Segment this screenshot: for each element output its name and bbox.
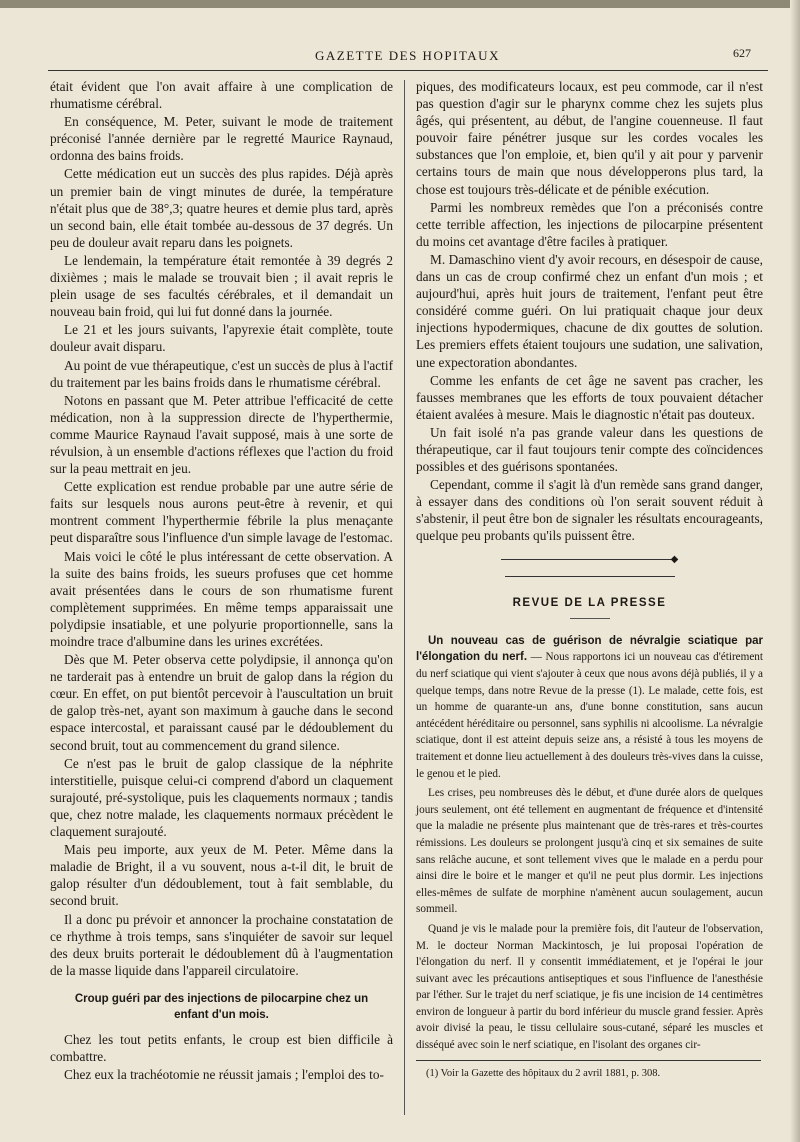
paragraph: Parmi les nombreux remèdes que l'on a préconisés contre cette terrible affection, les injections de pilocarpine présentent du moins cet avantage d'être faciles à pratiquer. xyxy=(416,199,763,249)
paragraph: Notons en passant que M. Peter attribue l'efficacité de cette médication, non à la suppression directe de l'hyperthermie, comme Maurice Raynaud l'avait supposé, mais à une sorte de révulsion, à un ensemble d'actions réflexes que l'action du froid sur la peau mettrait en jeu. xyxy=(50,392,393,477)
paragraph: piques, des modificateurs locaux, est peu commode, car il n'est pas question d'agir sur le pharynx comme chez les sujets plus âgés, qui présentent, au début, de l'angine couenneuse. Il faut pouvoir faire pénétrer jusque sur les cordes vocales les substances que l'on emploie, et, bien qu'il y ait pour y parvenir certains tours de main que nous développerons plus tard, la chose est toujours très-délicate et de pénible exécution. xyxy=(416,79,763,197)
paragraph: Mais voici le côté le plus intéressant de cette observation. A la suite des bains froids, les sueurs profuses que cet homme avait présentées dans le cours de son rhumatisme furent complètement supprimées. En même temps apparaissait une polydipsie insatiable, et une polyurie proportionnelle, sans la moindre trace d'albumine dans les urines excrétées. xyxy=(50,548,393,649)
header-rule xyxy=(48,70,768,71)
paragraph: Le lendemain, la température était remontée à 39 degrés 2 dixièmes ; mais le malade se trouvait bien ; il avait repris le plein usage de ses facultés cérébrales, et il demandait un nouveau bain froid, qui lui fut donné dans la journée. xyxy=(50,252,393,320)
paragraph: Chez eux la trachéotomie ne réussit jamais ; l'emploi des to- xyxy=(64,1067,384,1083)
paragraph: était évident que l'on avait affaire à une complication de rhumatisme cérébral. xyxy=(50,79,393,112)
page-right-edge xyxy=(790,0,800,1142)
paragraph: Les crises, peu nombreuses dès le début, et d'une durée alors de quelques jours seulement, ont été tellement en augmentant de fréquence et d'intensité que la maladie ne présente plus maintenant que de très-rares et très-courtes rémissions. Les douleurs se prolongent jusqu'à cinq et six semaines de suite sans relâche aucune, et sont tellement vives que le malade en a perdu pour ainsi dire le boire et le manger et qu'il ne peut plus dormir. Les injections elles-mêmes de sulfate de morphine n'amènent aucun soulagement, aucun sommeil. xyxy=(416,787,763,916)
footnote: (1) Voir la Gazette des hôpitaux du 2 avril 1881, p. 308. xyxy=(426,1067,661,1079)
journal-title: GAZETTE DES HOPITAUX xyxy=(315,48,500,63)
footnote-rule xyxy=(416,1060,761,1061)
article-subheading: Croup guéri par des injections de pilocarpine chez un enfant d'un mois. xyxy=(74,992,369,1021)
paragraph: Un fait isolé n'a pas grande valeur dans les questions de thérapeutique, car il faut toujours tenir compte des coïncidences possibles et des guérisons spontanées. xyxy=(416,424,763,475)
page-top-edge xyxy=(0,0,800,8)
paragraph: — Nous rapportons ici un nouveau cas d'étirement du nerf sciatique qui vient s'ajouter à ceux que nous avons déjà publiés, il y a quelque temps, dans notre Revue de la presse (1). Le malade, cette fois, est un homme de quarante-un ans, d'une bonne constitution, sans aucun antécédent héréditaire ou personnel, sans syphilis ni alcoolisme. La névralgie sciatique, dont il est atteint depuis seize ans, a résisté à tous les moyens de traitement et donne lieu actuellement à des douleurs très-vives dans la cuisse, le genou et le pied. xyxy=(416,651,763,780)
press-article-title: Un nouveau cas de guérison de névralgie sciatique par l'élongation du nerf. xyxy=(416,634,763,664)
paragraph: Le 21 et les jours suivants, l'apyrexie était complète, toute douleur avait disparu. xyxy=(50,322,393,355)
page-header xyxy=(50,46,765,70)
section-ornament: ◆ xyxy=(416,551,763,585)
paragraph: Dès que M. Peter observa cette polydipsie, il annonça qu'on ne tarderait pas à entendre un bruit de galop dans la région du cœur. En effet, on put bientôt percevoir à l'auscultation un bruit de galop très-net, ayant son maximum à gauche dans le second espace intercostal, et paraissant causé par le dédoublement du second bruit, tout au commencement du grand silence. xyxy=(50,652,393,753)
paragraph: Cependant, comme il s'agit là d'un remède sans grand danger, à essayer dans des conditions où l'on serait souvent réduit à s'abstenir, il peut être bon de signaler les résultats encourageants, quelque peu probants qu'ils puissent être. xyxy=(416,477,763,544)
paragraph: Ce n'est pas le bruit de galop classique de la néphrite interstitielle, puisque celui-ci comprend d'abord un claquement surajouté, pré-systolique, puis les claquements normaux ; tandis que, chez notre malade, les claquements normaux précèdent le claquement surajouté. xyxy=(50,755,393,840)
paragraph: En conséquence, M. Peter, suivant le mode de traitement préconisé l'année dernière par le regretté Maurice Raynaud, ordonna des bains froids. xyxy=(50,114,393,164)
paragraph: Quand je vis le malade pour la première fois, dit l'auteur de l'observation, M. le docteur Norman Mackintosch, je lui proposai l'opération de l'élongation du nerf. Il y consentit immédiatement, et je l'opérai le jour suivant avec les précautions antiseptiques et sous l'influence de l'anesthésie par l'éther. Sur le trajet du nerf sciatique, je fis une incision de 14 centimètres environ de longueur à partir du bord inférieur du muscle grand fessier. Après avoir divisé la peau, le tissu cellulaire sous-cutané, séparé les muscles et disséqué avec soin le nerf sciatique, en l'isolant des organes cir- xyxy=(416,922,763,1052)
column-divider xyxy=(404,80,405,1115)
section-title: REVUE DE LA PRESSE xyxy=(512,596,667,609)
page-number: 627 xyxy=(733,46,751,60)
paragraph: M. Damaschino vient d'y avoir recours, en désespoir de cause, dans un cas de croup confirmé chez un enfant d'un mois ; et aujourd'hui, après huit jours de traitement, l'enfant peut être considéré comme guéri. On lui pratiquait chaque jour deux injections hypodermiques, chacune de dix gouttes de solution. Les premiers effets étaient toujours une sudation, une salivation, une expectoration abondantes. xyxy=(416,251,763,370)
paragraph: Mais peu importe, aux yeux de M. Peter. Même dans la maladie de Bright, il a vu souvent, nous a-t-il dit, le bruit de galop résulter d'un dédoublement, tout à fait semblable, du second bruit. xyxy=(50,842,393,909)
paragraph: Il a donc pu prévoir et annoncer la prochaine constatation de ce rhythme à trois temps, sans s'inquiéter de savoir sur lequel des deux bruits porterait le dédoublement dû à l'augmentation de la masse liquide dans l'appareil circulatoire. xyxy=(50,911,393,978)
left-column xyxy=(50,78,393,1084)
paragraph: Au point de vue thérapeutique, c'est un succès de plus à l'actif du traitement par les bains froids dans le rhumatisme cérébral. xyxy=(50,357,393,390)
paragraph: Cette médication eut un succès des plus rapides. Déjà après un premier bain de vingt minutes de durée, la température n'était plus que de 38°,3; quatre heures et demie plus tard, après un second bain, elle était tombée au-dessous de 37 degrés. Un peu de douleur avait reparu dans les poignets. xyxy=(50,166,393,250)
paragraph: Chez les tout petits enfants, le croup est bien difficile à combattre. xyxy=(50,1031,393,1064)
paragraph: Comme les enfants de cet âge ne savent pas cracher, les fausses membranes que les efforts de toux pouvaient détacher étaient avalées à mesure. Mais le diagnostic n'était pas douteux. xyxy=(416,372,763,422)
press-review xyxy=(416,633,763,1054)
right-column xyxy=(416,78,763,1081)
paragraph: Cette explication est rendue probable par une autre série de faits sur lesquels nous aurons peut-être à revenir, et qui montrent comment l'hyperthermie fébrile la plus menaçante peut disparaître sous l'influence d'un simple lavage de l'estomac. xyxy=(50,479,393,546)
section-rule xyxy=(570,618,610,619)
